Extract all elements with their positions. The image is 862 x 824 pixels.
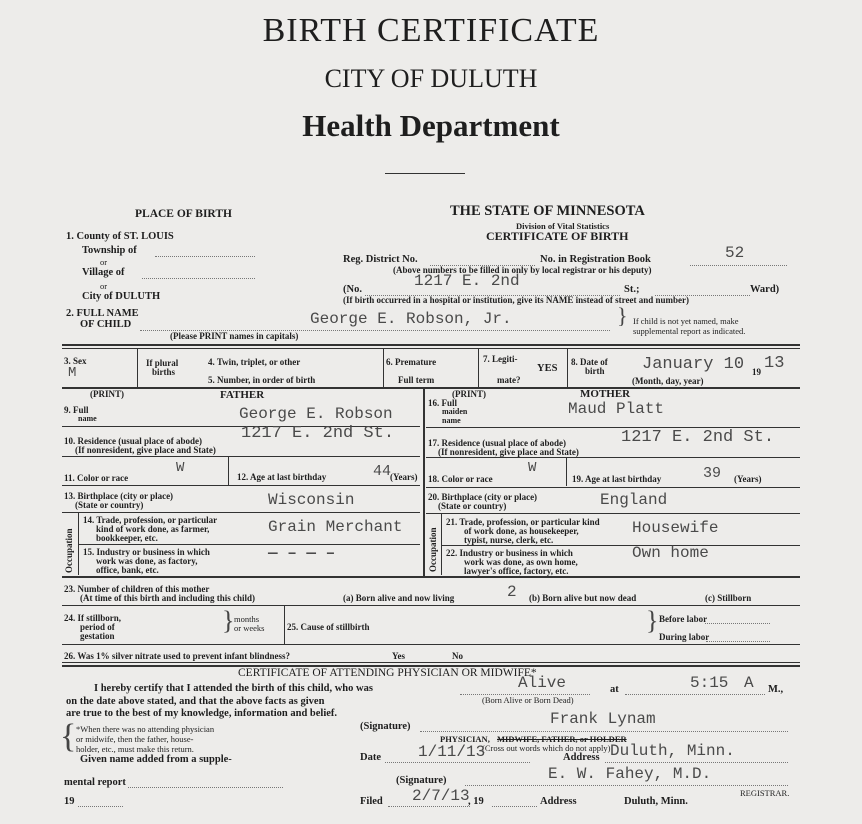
cross-out-note: (Cross out words which do not apply) <box>482 743 611 753</box>
during-labor-label: During labor <box>659 632 710 642</box>
m-label: M., <box>768 684 784 695</box>
sex-label: 3. Sex <box>64 356 87 366</box>
certify-text: I hereby certify that I attended the birth of this child, who was <box>94 683 373 694</box>
father-birthplace-label: 13. Birthplace (city or place) <box>64 491 174 501</box>
mother-trade-label-3: typist, nurse, clerk, etc. <box>464 535 554 545</box>
father-industry-label-3: office, bank, etc. <box>96 565 159 575</box>
father-race-label: 11. Color or race <box>64 473 129 483</box>
birth-year: 13 <box>764 354 785 373</box>
divider <box>385 173 465 174</box>
signature-label: (Signature) <box>360 721 411 732</box>
father-industry: — – — – <box>268 544 336 562</box>
no-physician-note-2: or midwife, then the father, house- <box>76 734 194 744</box>
child-name-label-2: OF CHILD <box>80 319 132 330</box>
birth-street: 1217 E. 2nd <box>414 272 520 290</box>
mother-residence: 1217 E. 2nd St. <box>621 428 775 447</box>
stillborn-period-label-2: period of <box>80 622 115 632</box>
brace-icon: { <box>60 718 77 755</box>
date-label: Date <box>360 752 381 763</box>
father-trade-label-3: bookkeeper, etc. <box>96 533 158 543</box>
occupation-label: Occupation <box>428 527 438 572</box>
father-trade-label: 14. Trade, profession, or particular <box>83 515 218 525</box>
born-alive-dead-label: (b) Born alive but now dead <box>529 593 637 603</box>
mother-age: 39 <box>703 465 722 482</box>
physician-date: 1/11/13 <box>418 743 486 761</box>
occupation-label: Occupation <box>64 528 74 573</box>
years-label: (Years) <box>390 472 418 482</box>
am-pm-value: A <box>744 674 754 692</box>
father-name-label: 9. Full <box>64 405 89 415</box>
division-text: Division of Vital Statistics <box>516 221 610 231</box>
mother-trade-label-2: of work done, as housekeeper, <box>464 526 579 536</box>
given-name-label: Given name added from a supple- <box>80 754 232 765</box>
address-label: Address <box>563 752 600 763</box>
legitimate-label: 7. Legiti- <box>483 354 518 364</box>
at-label: at <box>610 684 619 695</box>
born-alive-living-count: 2 <box>507 583 517 601</box>
born-note: (Born Alive or Born Dead) <box>482 695 574 705</box>
address-label: Address <box>540 796 577 807</box>
crossed-out-roles: MIDWIFE, FATHER, or HOLDER <box>497 734 627 744</box>
unnamed-note: If child is not yet named, make <box>633 316 739 326</box>
print-label: (PRINT) <box>452 389 486 399</box>
brace-icon: } <box>646 606 659 635</box>
father-industry-label-2: work was done, as factory, <box>96 556 198 566</box>
stillborn-label: (c) Stillborn <box>705 593 752 603</box>
father-residence-label: 10. Residence (usual place of abode) <box>64 436 202 446</box>
filed-label: Filed <box>360 796 383 807</box>
mother-birthplace-label: 20. Birthplace (city or place) <box>428 492 538 502</box>
department-title: Health Department <box>302 108 560 143</box>
township-label: Township of <box>82 245 137 256</box>
certificate-of-birth: CERTIFICATE OF BIRTH <box>486 229 629 243</box>
father-industry-label: 15. Industry or business in which <box>83 547 210 557</box>
silver-nitrate-yes: Yes <box>392 651 405 661</box>
or-text: or <box>100 281 108 291</box>
stillborn-period-label: 24. If stillborn, <box>64 613 122 623</box>
child-name-label: 2. FULL NAME <box>66 308 139 319</box>
brace-icon: } <box>617 303 628 328</box>
mental-report-label: mental report <box>64 777 126 788</box>
full-term-label: Full term <box>398 375 435 385</box>
street-label: St.; <box>624 284 640 295</box>
child-full-name: George E. Robson, Jr. <box>310 310 512 328</box>
born-alive-value: Alive <box>518 674 567 692</box>
physician-role: PHYSICIAN, <box>440 734 490 744</box>
mother-trade: Housewife <box>632 519 719 537</box>
months-label: months <box>234 614 260 624</box>
city-label: City of DULUTH <box>82 291 161 302</box>
father-trade: Grain Merchant <box>268 518 403 536</box>
certify-text-2: on the date above stated, and that the above facts as given <box>66 696 325 707</box>
mother-race-label: 18. Color or race <box>428 474 493 484</box>
mother-industry-label-2: work was done, as own home, <box>464 557 578 567</box>
mother-name-label: 16. Full <box>428 398 458 408</box>
father-name: George E. Robson <box>239 405 393 423</box>
plural-label-2: births <box>152 367 176 377</box>
twin-label: 4. Twin, triplet, or other <box>208 357 301 367</box>
registrar-address: Duluth, Minn. <box>624 796 688 807</box>
or-text: or <box>100 257 108 267</box>
weeks-label: or weeks <box>234 623 265 633</box>
street-no-label: (No. <box>343 284 362 295</box>
mother-heading: MOTHER <box>580 388 631 400</box>
mother-birthplace: England <box>600 491 668 509</box>
physician-heading: CERTIFICATE OF ATTENDING PHYSICIAN OR MIDWIFE* <box>238 667 537 679</box>
father-race: W <box>176 460 185 476</box>
brace-icon: } <box>222 606 235 635</box>
legitimate-value: YES <box>537 363 558 374</box>
birth-order-label: 5. Number, in order of birth <box>208 375 316 385</box>
county-label: 1. County of ST. LOUIS <box>66 231 174 242</box>
mother-age-label: 19. Age at last birthday <box>572 474 662 484</box>
sex-value: M <box>68 365 77 381</box>
date-of-birth: January 10 <box>642 355 745 374</box>
mother-residence-label-2: (If nonresident, give place and State) <box>438 447 579 457</box>
mother-industry: Own home <box>632 544 709 562</box>
registration-book-number: 52 <box>725 244 745 262</box>
father-age: 44 <box>373 463 392 480</box>
father-birthplace-label-2: (State or country) <box>75 500 144 510</box>
filed-year-label: , 19 <box>468 796 484 807</box>
dob-note: (Month, day, year) <box>632 376 704 386</box>
silver-nitrate-label: 26. Was 1% silver nitrate used to prevent infant blindness? <box>64 651 291 661</box>
mother-residence-label: 17. Residence (usual place of abode) <box>428 438 566 448</box>
before-labor-label: Before labor <box>659 614 708 624</box>
mother-name-label-2: maiden <box>442 407 468 416</box>
years-label: (Years) <box>734 474 762 484</box>
village-label: Village of <box>82 267 125 278</box>
print-label: (PRINT) <box>90 389 124 399</box>
registrar-signature: E. W. Fahey, M.D. <box>548 765 712 783</box>
father-trade-label-2: kind of work done, as farmer, <box>96 524 210 534</box>
no-physician-note: *When there was no attending physician <box>76 724 215 734</box>
filed-date: 2/7/13 <box>412 787 470 805</box>
father-birthplace: Wisconsin <box>268 491 355 509</box>
mother-race: W <box>528 460 537 476</box>
premature-label: 6. Premature <box>386 357 437 367</box>
registrar-note: (Above numbers to be filled in only by local registrar or his deputy) <box>393 265 652 275</box>
father-age-label: 12. Age at last birthday <box>237 472 327 482</box>
stillborn-period-label-3: gestation <box>80 631 115 641</box>
father-name-label-2: name <box>78 414 97 423</box>
state-title: THE STATE OF MINNESOTA <box>450 203 645 219</box>
document-title: BIRTH CERTIFICATE <box>262 12 600 49</box>
mother-birthplace-label-2: (State or country) <box>438 501 507 511</box>
unnamed-note-2: supplemental report as indicated. <box>633 326 746 336</box>
dob-label-2: birth <box>585 366 605 376</box>
born-alive-living-label: (a) Born alive and now living <box>343 593 455 603</box>
city-title: CITY OF DULUTH <box>324 64 538 93</box>
print-note: (Please PRINT names in capitals) <box>170 331 299 341</box>
silver-nitrate-no: No <box>452 651 463 661</box>
ward-label: Ward) <box>750 284 780 295</box>
legitimate-label-2: mate? <box>497 375 521 385</box>
reg-district-label: Reg. District No. <box>343 254 418 265</box>
physician-address: Duluth, Minn. <box>610 742 735 760</box>
children-count-note: (At time of this birth and including this child) <box>80 593 256 603</box>
no-physician-note-3: holder, etc., must make this return. <box>76 744 194 754</box>
physician-signature: Frank Lynam <box>550 710 656 728</box>
stillbirth-cause-label: 25. Cause of stillbirth <box>287 622 370 632</box>
dob-label: 8. Date of <box>571 357 608 367</box>
father-heading: FATHER <box>220 389 265 401</box>
signature-label: (Signature) <box>396 775 447 786</box>
year-prefix: 19 <box>752 367 761 377</box>
registration-book-label: No. in Registration Book <box>540 254 651 265</box>
year-label: 19 <box>64 796 75 807</box>
mother-name-label-3: name <box>442 416 461 425</box>
father-residence: 1217 E. 2nd St. <box>241 424 395 443</box>
birth-time: 5:15 <box>690 674 729 692</box>
hospital-note: (If birth occurred in a hospital or institution, give its NAME instead of street and number) <box>343 295 690 305</box>
father-residence-label-2: (If nonresident, give place and State) <box>75 445 216 455</box>
children-count-label: 23. Number of children of this mother <box>64 584 210 594</box>
certify-text-3: are true to the best of my knowledge, information and belief. <box>66 708 338 719</box>
place-of-birth-heading: PLACE OF BIRTH <box>135 208 232 220</box>
registrar-title: REGISTRAR. <box>740 788 790 798</box>
mother-industry-label-3: lawyer's office, factory, etc. <box>464 566 569 576</box>
mother-trade-label: 21. Trade, profession, or particular kind <box>446 517 600 527</box>
mother-industry-label: 22. Industry or business in which <box>446 548 573 558</box>
mother-maiden-name: Maud Platt <box>568 400 665 418</box>
plural-label: If plural <box>146 358 179 368</box>
